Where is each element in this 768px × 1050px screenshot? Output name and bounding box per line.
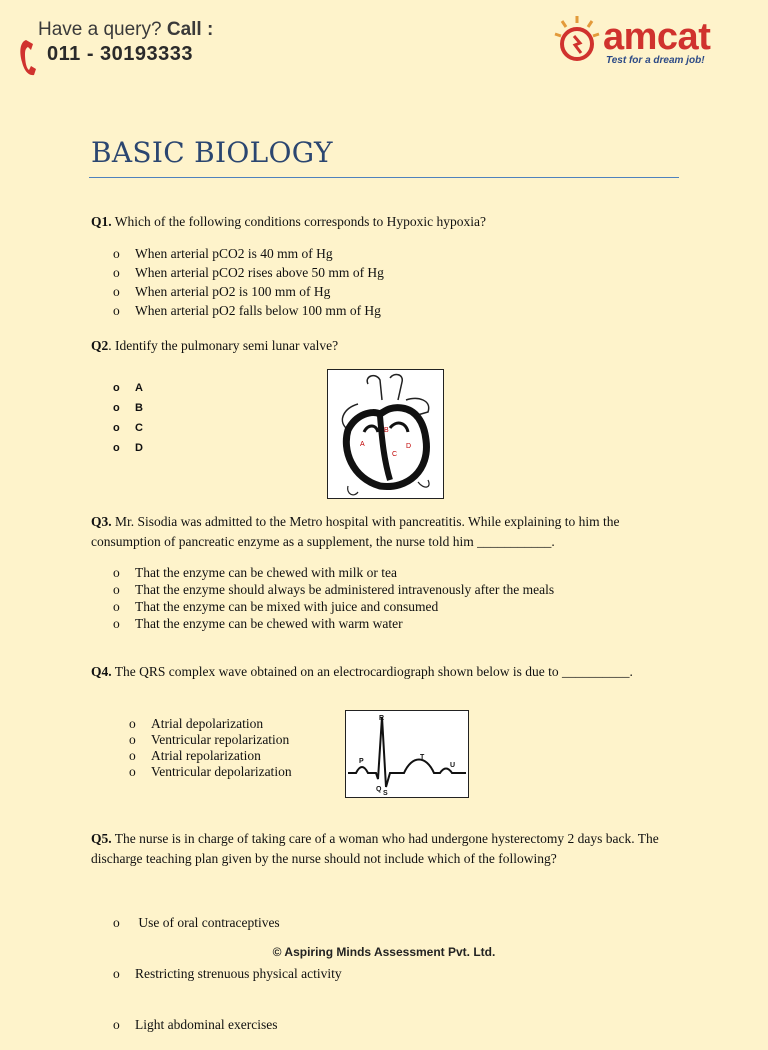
- option[interactable]: o When arterial pCO2 rises above 50 mm of Hg: [113, 263, 384, 282]
- option[interactable]: o That the enzyme can be chewed with milk or tea: [113, 564, 554, 581]
- question-number: Q1.: [91, 214, 112, 229]
- footer-copyright: © Aspiring Minds Assessment Pvt. Ltd.: [272, 945, 496, 959]
- heart-label-d: D: [406, 443, 412, 450]
- option[interactable]: o Ventricular depolarization: [129, 764, 292, 780]
- question-text: The nurse is in charge of taking care of a woman who had undergone hysterectomy 2 days back. The discharge teaching plan given by the nurse should not include which of the following?: [91, 831, 659, 866]
- q5-options: [113, 880, 342, 1050]
- heart-diagram: [327, 369, 444, 499]
- ecg-label-q: Q: [376, 786, 382, 793]
- option[interactable]: o That the enzyme can be chewed with warm water: [113, 615, 554, 632]
- bulb-icon: [550, 12, 610, 72]
- logo-text: amcat: [603, 16, 711, 58]
- question-4: [91, 662, 691, 682]
- question-number: Q2: [91, 338, 109, 353]
- option[interactable]: o D: [113, 438, 143, 458]
- question-text: The QRS complex wave obtained on an electrocardiograph shown below is due to __________.: [111, 664, 633, 679]
- q3-options: [113, 564, 554, 632]
- question-text: Mr. Sisodia was admitted to the Metro hospital with pancreatitis. While explaining to him the consumption of pancreatic enzyme as a supplement, the nurse told him ___________.: [91, 514, 620, 549]
- option[interactable]: o B: [113, 398, 143, 418]
- option[interactable]: o Light abdominal exercises: [113, 1016, 342, 1033]
- query-line: [38, 19, 213, 41]
- question-3: [91, 512, 651, 552]
- heart-label-c: C: [392, 451, 398, 458]
- heart-label-a: A: [360, 441, 365, 448]
- question-text: . Identify the pulmonary semi lunar valve?: [108, 338, 339, 353]
- logo-tagline: Test for a dream job!: [606, 55, 705, 66]
- query-call: Call :: [166, 19, 214, 40]
- question-number: Q5.: [91, 831, 112, 846]
- question-number: Q3.: [91, 514, 112, 529]
- option[interactable]: o When arterial pCO2 is 40 mm of Hg: [113, 244, 384, 263]
- ecg-label-r: R: [379, 715, 385, 722]
- title-divider: [89, 177, 679, 178]
- option[interactable]: o That the enzyme can be mixed with juice and consumed: [113, 598, 554, 615]
- phone-icon: [18, 38, 40, 78]
- heart-label-b: B: [384, 427, 389, 434]
- option[interactable]: o When arterial pO2 is 100 mm of Hg: [113, 282, 384, 301]
- option[interactable]: o Ventricular repolarization: [129, 732, 292, 748]
- question-5: [91, 829, 681, 869]
- q1-options: [113, 244, 384, 320]
- question-text: Which of the following conditions corresponds to Hypoxic hypoxia?: [111, 214, 486, 229]
- ecg-diagram: [345, 710, 469, 798]
- q2-options: [113, 378, 143, 458]
- option[interactable]: o Use of oral contraceptives: [113, 914, 342, 931]
- ecg-label-p: P: [359, 758, 364, 765]
- question-number: Q4.: [91, 664, 112, 679]
- option[interactable]: o That the enzyme should always be administered intravenously after the meals: [113, 581, 554, 598]
- option[interactable]: o When arterial pO2 falls below 100 mm of Hg: [113, 301, 384, 320]
- option[interactable]: o Atrial repolarization: [129, 748, 292, 764]
- q4-options: [129, 716, 292, 780]
- ecg-label-u: U: [450, 762, 456, 769]
- phone-number[interactable]: 011 - 30193333: [47, 43, 194, 65]
- option[interactable]: o C: [113, 418, 143, 438]
- query-prefix: Have a query?: [38, 19, 162, 40]
- question-1: [91, 212, 691, 232]
- option[interactable]: o Atrial depolarization: [129, 716, 292, 732]
- ecg-label-s: S: [383, 790, 388, 797]
- option[interactable]: o Restricting strenuous physical activity: [113, 965, 342, 982]
- ecg-label-t: T: [420, 754, 425, 761]
- question-2: [91, 336, 691, 356]
- option[interactable]: o A: [113, 378, 143, 398]
- page-title: BASIC BIOLOGY: [91, 136, 333, 169]
